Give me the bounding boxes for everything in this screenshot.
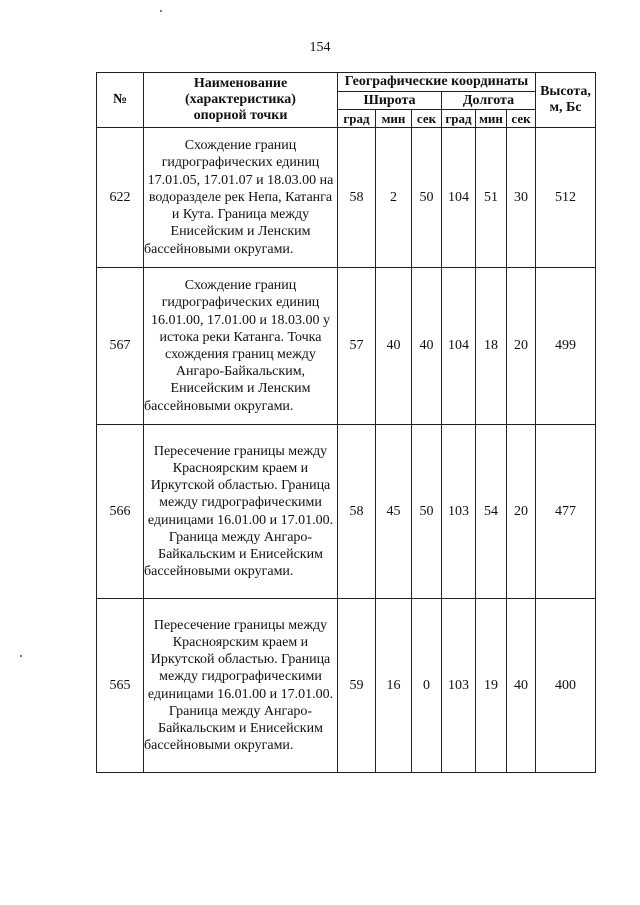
lat-sec-cell: 50 [412, 128, 442, 268]
header-height-line1: Высота, [540, 84, 591, 99]
lat-sec-cell: 50 [412, 425, 442, 599]
lon-deg-cell: 103 [442, 599, 476, 773]
header-lon-sec: сек [507, 110, 536, 128]
table-row [97, 425, 596, 599]
row-number: 565 [97, 599, 144, 773]
lat-deg-cell: 58 [338, 425, 376, 599]
header-geo-coordinates: Географические координаты [338, 73, 536, 92]
header-name-line1: Наименование [193, 76, 288, 91]
lat-deg-cell: 57 [338, 268, 376, 425]
lon-sec-cell: 30 [507, 128, 536, 268]
lon-sec-cell: 20 [507, 268, 536, 425]
table-row [97, 268, 596, 425]
header-name [144, 73, 338, 128]
row-description: Схождение границ гидрографических единиц 16.01.00, 17.01.00 и 18.03.00 у истока реки Катанга. Точка схождения границ между Ангаро-Байкальским, Енисейским и Ленским бассейновыми округами. [144, 268, 338, 425]
header-lon-deg: град [442, 110, 476, 128]
row-number: 566 [97, 425, 144, 599]
header-lat-deg: град [338, 110, 376, 128]
header-height [536, 73, 596, 128]
table-row [97, 128, 596, 268]
header-longitude: Долгота [442, 92, 536, 110]
row-description: Пересечение границы между Красноярским краем и Иркутской областью. Граница между гидрографическими единицами 16.01.00 и 17.01.00. Граница между Ангаро-Байкальским и Енисейским бассейновыми округами. [144, 425, 338, 599]
header-lat-sec: сек [412, 110, 442, 128]
table-row [97, 599, 596, 773]
header-height-line2: м, Бс [549, 100, 582, 115]
lon-deg-cell: 104 [442, 268, 476, 425]
header-name-line2: (характеристика) [185, 92, 296, 107]
header-name-line3: опорной точки [193, 108, 288, 123]
row-number: 622 [97, 128, 144, 268]
header-latitude: Широта [338, 92, 442, 110]
page-number: 154 [309, 40, 331, 55]
row-number: 567 [97, 268, 144, 425]
height-cell: 477 [536, 425, 596, 599]
header-lon-min: мин [476, 110, 507, 128]
lat-min-cell: 40 [376, 268, 412, 425]
header-number: № [97, 73, 144, 128]
scan-speck [20, 655, 22, 657]
row-description: Пересечение границы между Красноярским краем и Иркутской областью. Граница между гидрографическими единицами 16.01.00 и 17.01.00. Граница между Ангаро-Байкальским и Енисейским бассейновыми округами. [144, 599, 338, 773]
coordinates-table [96, 72, 596, 773]
lat-min-cell: 2 [376, 128, 412, 268]
lon-deg-cell: 103 [442, 425, 476, 599]
lat-min-cell: 16 [376, 599, 412, 773]
lon-min-cell: 18 [476, 268, 507, 425]
height-cell: 512 [536, 128, 596, 268]
header-lat-min: мин [376, 110, 412, 128]
lat-sec-cell: 40 [412, 268, 442, 425]
lon-min-cell: 19 [476, 599, 507, 773]
scan-speck [160, 10, 162, 12]
lat-deg-cell: 59 [338, 599, 376, 773]
lon-deg-cell: 104 [442, 128, 476, 268]
lat-min-cell: 45 [376, 425, 412, 599]
height-cell: 499 [536, 268, 596, 425]
lon-min-cell: 54 [476, 425, 507, 599]
row-description: Схождение границ гидрографических единиц 17.01.05, 17.01.07 и 18.03.00 на водоразделе рек Непа, Катанга и Кута. Граница между Енисейским и Ленским бассейновыми округами. [144, 128, 338, 268]
lon-sec-cell: 40 [507, 599, 536, 773]
lon-min-cell: 51 [476, 128, 507, 268]
height-cell: 400 [536, 599, 596, 773]
lon-sec-cell: 20 [507, 425, 536, 599]
lat-deg-cell: 58 [338, 128, 376, 268]
lat-sec-cell: 0 [412, 599, 442, 773]
